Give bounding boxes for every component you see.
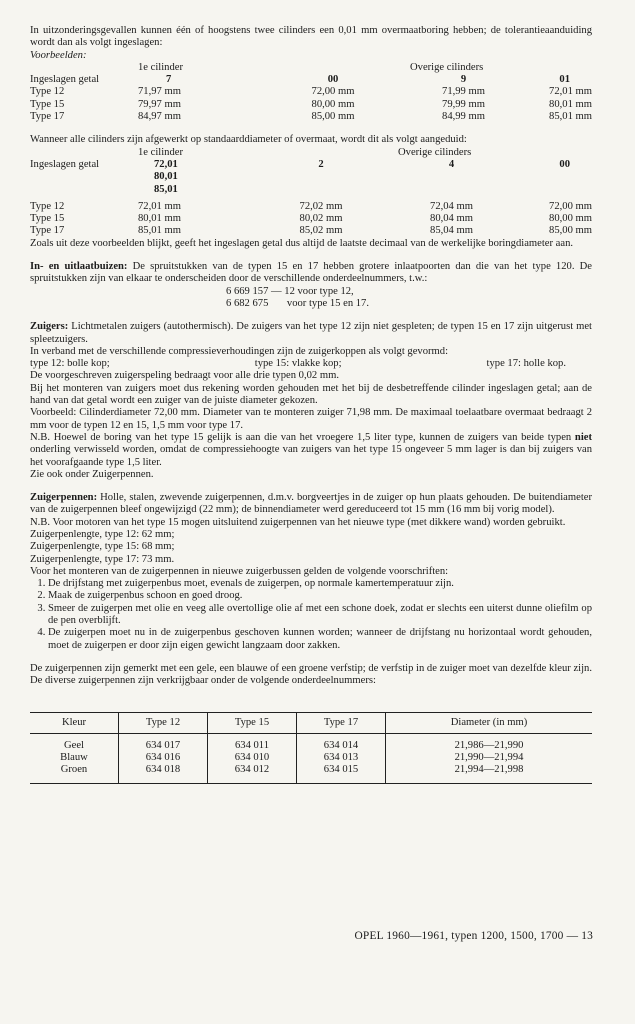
marking-paragraph: De zuigerpennen zijn gemerkt met een gele, een blauwe of een groene verfstip; de verfstip in de zuiger moet van dezelfde kleur zijn. De diverse zuigerpennen zijn verkrijgbaar onder de volgende onderdeelnummers:	[30, 662, 592, 687]
table-row: Type 15 80,01 mm 80,02 mm 80,04 mm 80,00 mm	[30, 213, 592, 225]
zuigers-section: Zuigers: Lichtmetalen zuigers (autothermisch). De zuigers van het type 12 zijn niet gespleten; de typen 15 en 17 zijn uitgerust met spleetzuigers.	[30, 321, 592, 345]
instruction-list	[30, 578, 592, 652]
page-content: In uitzonderingsgevallen kunnen één of hoogstens twee cilinders een 0,01 mm overmaatboring hebben; de tolerantieaanduiding wordt dan als volgt ingeslagen: Voorbeelden: 1e cilinder Overige cilinders Ingeslagen getal 7 00 9 01 Type 12 71,97 mm 72,00 mm 71,99 mm 72,01 mm Type 15 79,97 mm 80,00 mm 79,99 mm 80,01 mm Type 17 84,97 mm 85,00 mm 84,99 mm 85,01 mm Wanneer alle cilinders zijn afgewerkt op standaarddiameter of overmaat, wordt dit als volgt aangeduid: 1e cilinder Overige cilinders Ingeslagen getal 72,01 80,01 85,01 2 4 00 Type 12 72,01 mm 72,02 mm 72,04 mm 72,00 mm Type 15 80,01 mm 80,02 mm 80,04 mm 80,00 mm Type 17 85,01 mm 85,02 mm 85,04 mm 85,00 mm Zoals uit deze voorbeelden blijkt, geeft het ingeslagen getal dus altijd de laatste decimaal van de werkelijke boringdiameter aan. In- en uitlaatbuizen: De spruitstukken van de typen 15 en 17 hebben grotere inlaatpoorten dan die van het type 120. De spruitstukken zijn van elkaar te onderscheiden door de verschillende onderdeelnummers, t.w.: 6 669 157 — 12 voor type 12, 6 682 675 voor type 15 en 17. Zuigers: Lichtmetalen zuigers (autothermisch). De zuigers van het type 12 zijn niet gespleten; de typen 15 en 17 zijn uitgerust met spleetzuigers. In verband met de verschillende compressieverhoudingen zijn de zuigerkoppen als volgt gevormd: type 12: bolle kop; type 15: vlakke kop; type 17: holle kop. De voorgeschreven zuigerspeling bedraagt voor alle drie typen 0,02 mm. Bij het monteren van zuigers moet dus rekening worden gehouden met het bij de desbetreffende cilinder ingeslagen getal; aan de hand van dat getal wordt een zuiger van de juiste diameter gekozen. Voorbeeld: Cilinderdiameter 72,00 mm. Diameter van te monteren zuiger 71,98 mm. De maximaal toelaatbare overmaat bedraagt 2 mm voor de typen 12 en 15, 1,5 mm voor type 17. N.B. Hoewel de boring van het type 15 gelijk is aan die van het vroegere 1,5 liter type, kunnen de zuigers van beide typen niet onderling verwisseld worden, omdat de compressiehoogte van zuigers van het type 15 ongeveer 5 mm lager is dan bij zuigers van het voorafgaande type 1,5 liter. Zie ook onder Zuigerpennen. Zuigerpennen: Holle, stalen, zwevende zuigerpennen, d.m.v. borgveertjes in de zuiger op hun plaats gehouden. De buitendiameter van de zuigerpennen bleef ongewijzigd (22 mm); de binnendiameter werd gereduceerd tot 15 mm (16 mm bij vorig model). N.B. Voor motoren van het type 15 mogen uitsluitend zuigerpennen van het nieuwe type (met dikkere wand) worden gebruikt. Zuigerpenlengte, type 12: 62 mm; Zuigerpenlengte, type 15: 68 mm; Zuigerpenlengte, type 17: 73 mm. Voor het monteren van de zuigerpennen in nieuwe zuigerbussen gelden de volgende voorschriften: 1. De drijfstang met zuigerpenbus moet, evenals de zuigerpen, op normale kamertemperatuur zijn. 2. Maak de zuigerpenbus schoon en goed droog. 3. Smeer de zuigerpen met olie en veeg alle overtollige olie af met een schone doek, zodat er slechts een uiterst dunne oliefilm op de pen overblijft. 4. De zuigerpen moet nu in de zuigerpenbus geschoven kunnen worden; wanneer de drijfstang nu horizontaal wordt gehouden, moet de zuigerpen er door zijn eigen gewicht langzaam door zakken. De zuigerpennen zijn gemerkt met een gele, een blauwe of een groene verfstip; de verfstip in de zuiger moet van dezelfde kleur zijn. De diverse zuigerpennen zijn verkrijgbaar onder de volgende onderdeelnummers: Kleur Type 12 Type 15 Type 17 Diameter (in mm) Geel 634 017 634 011 634 014 21,986—21,990 Blauw 634 016 634 010 634 013 21,990—21,994 Groen 634 018 634 012 634 015 21,994—21,998	[30, 25, 592, 784]
examples-label: Voorbeelden:	[30, 49, 87, 61]
row-label: Ingeslagen getal	[30, 74, 100, 86]
code-row: Ingeslagen getal 7 00 9 01	[30, 74, 570, 86]
table-row: Blauw 634 016 634 010 634 013 21,990—21,994	[30, 752, 592, 764]
code-row: Ingeslagen getal 72,01 80,01 85,01 2 4 00	[30, 158, 570, 195]
standard-paragraph: Wanneer alle cilinders zijn afgewerkt op standaarddiameter of overmaat, wordt dit als volgt aangeduid:	[30, 134, 467, 146]
table-row: Type 15 79,97 mm 80,00 mm 79,99 mm 80,01 mm	[30, 98, 592, 110]
section-title: Zuigers:	[30, 321, 69, 333]
part-numbers: 6 669 157 — 12 voor type 12, 6 682 675 voor type 15 en 17.	[226, 285, 370, 309]
list-item: 4. De zuigerpen moet nu in de zuigerpenbus geschoven kunnen worden; wanneer de drijfstang nu horizontaal wordt gehouden, moet de zuigerpen er door zijn eigen gewicht langzaam door zakken.	[48, 627, 592, 652]
row-label: Ingeslagen getal	[30, 158, 100, 170]
header-first-cylinder: 1e cilinder	[138, 61, 184, 73]
example-table-1	[30, 62, 592, 123]
header-first-cylinder: 1e cilinder	[138, 146, 184, 158]
header-other-cylinders: Overige cilinders	[398, 146, 472, 158]
nb-note: N.B. Hoewel de boring van het type 15 gelijk is aan die van het vroegere 1,5 liter type, kunnen de zuigers van beide typen niet onderling verwisseld worden, omdat de compressiehoogte van zuigers van het type 15 ongeveer 5 mm lager is dan bij zuigers van het voorafgaande type 1,5 liter.	[30, 431, 592, 468]
table-header: Kleur Type 12 Type 15 Type 17 Diameter (in mm)	[30, 712, 592, 733]
table-row: Type 17 85,01 mm 85,02 mm 85,04 mm 85,00 mm	[30, 225, 592, 237]
conclusion-paragraph: Zoals uit deze voorbeelden blijkt, geeft het ingeslagen getal dus altijd de laatste decimaal van de werkelijke boringdiameter aan.	[30, 237, 574, 249]
list-item: 2. Maak de zuigerpenbus schoon en goed droog.	[48, 590, 592, 602]
example-table-2	[30, 147, 592, 238]
header-other-cylinders: Overige cilinders	[410, 61, 484, 73]
inlaat-section: In- en uitlaatbuizen: De spruitstukken van de typen 15 en 17 hebben grotere inlaatpoorten dan die van het type 120. De spruitstukken zijn van elkaar te onderscheiden door de verschillende onderdeelnummers, t.w.:	[30, 261, 592, 285]
table-row: Type 12 71,97 mm 72,00 mm 71,99 mm 72,01 mm	[30, 86, 592, 98]
intro-paragraph: In uitzonderingsgevallen kunnen één of hoogstens twee cilinders een 0,01 mm overmaatboring hebben; de tolerantieaanduiding wordt dan als volgt ingeslagen:	[30, 25, 592, 49]
color-code-table	[30, 712, 592, 784]
table-row: Groen 634 018 634 012 634 015 21,994—21,998	[30, 764, 592, 783]
piston-head-types: type 12: bolle kop; type 15: vlakke kop; type 17: holle kop.	[30, 358, 566, 370]
list-item: 1. De drijfstang met zuigerpenbus moet, evenals de zuigerpen, op normale kamertemperatuur zijn.	[48, 578, 592, 590]
table-row: Type 12 72,01 mm 72,02 mm 72,04 mm 72,00 mm	[30, 200, 592, 212]
page-footer: OPEL 1960—1961, typen 1200, 1500, 1700 — 13	[354, 930, 593, 942]
section-title: In- en uitlaatbuizen:	[30, 261, 128, 273]
table-row: Geel 634 017 634 011 634 014 21,986—21,990	[30, 733, 592, 752]
list-item: 3. Smeer de zuigerpen met olie en veeg alle overtollige olie af met een schone doek, zodat er slechts een uiterst dunne oliefilm op de pen overblijft.	[48, 603, 592, 628]
zuigerpennen-section: Zuigerpennen: Holle, stalen, zwevende zuigerpennen, d.m.v. borgveertjes in de zuiger op hun plaats gehouden. De buitendiameter van de zuigerpennen bleef ongewijzigd (22 mm); de binnendiameter werd gereduceerd tot 15 mm (16 mm bij vorig model).	[30, 492, 592, 516]
table-row: Type 17 84,97 mm 85,00 mm 84,99 mm 85,01 mm	[30, 111, 592, 123]
section-title: Zuigerpennen:	[30, 492, 98, 504]
